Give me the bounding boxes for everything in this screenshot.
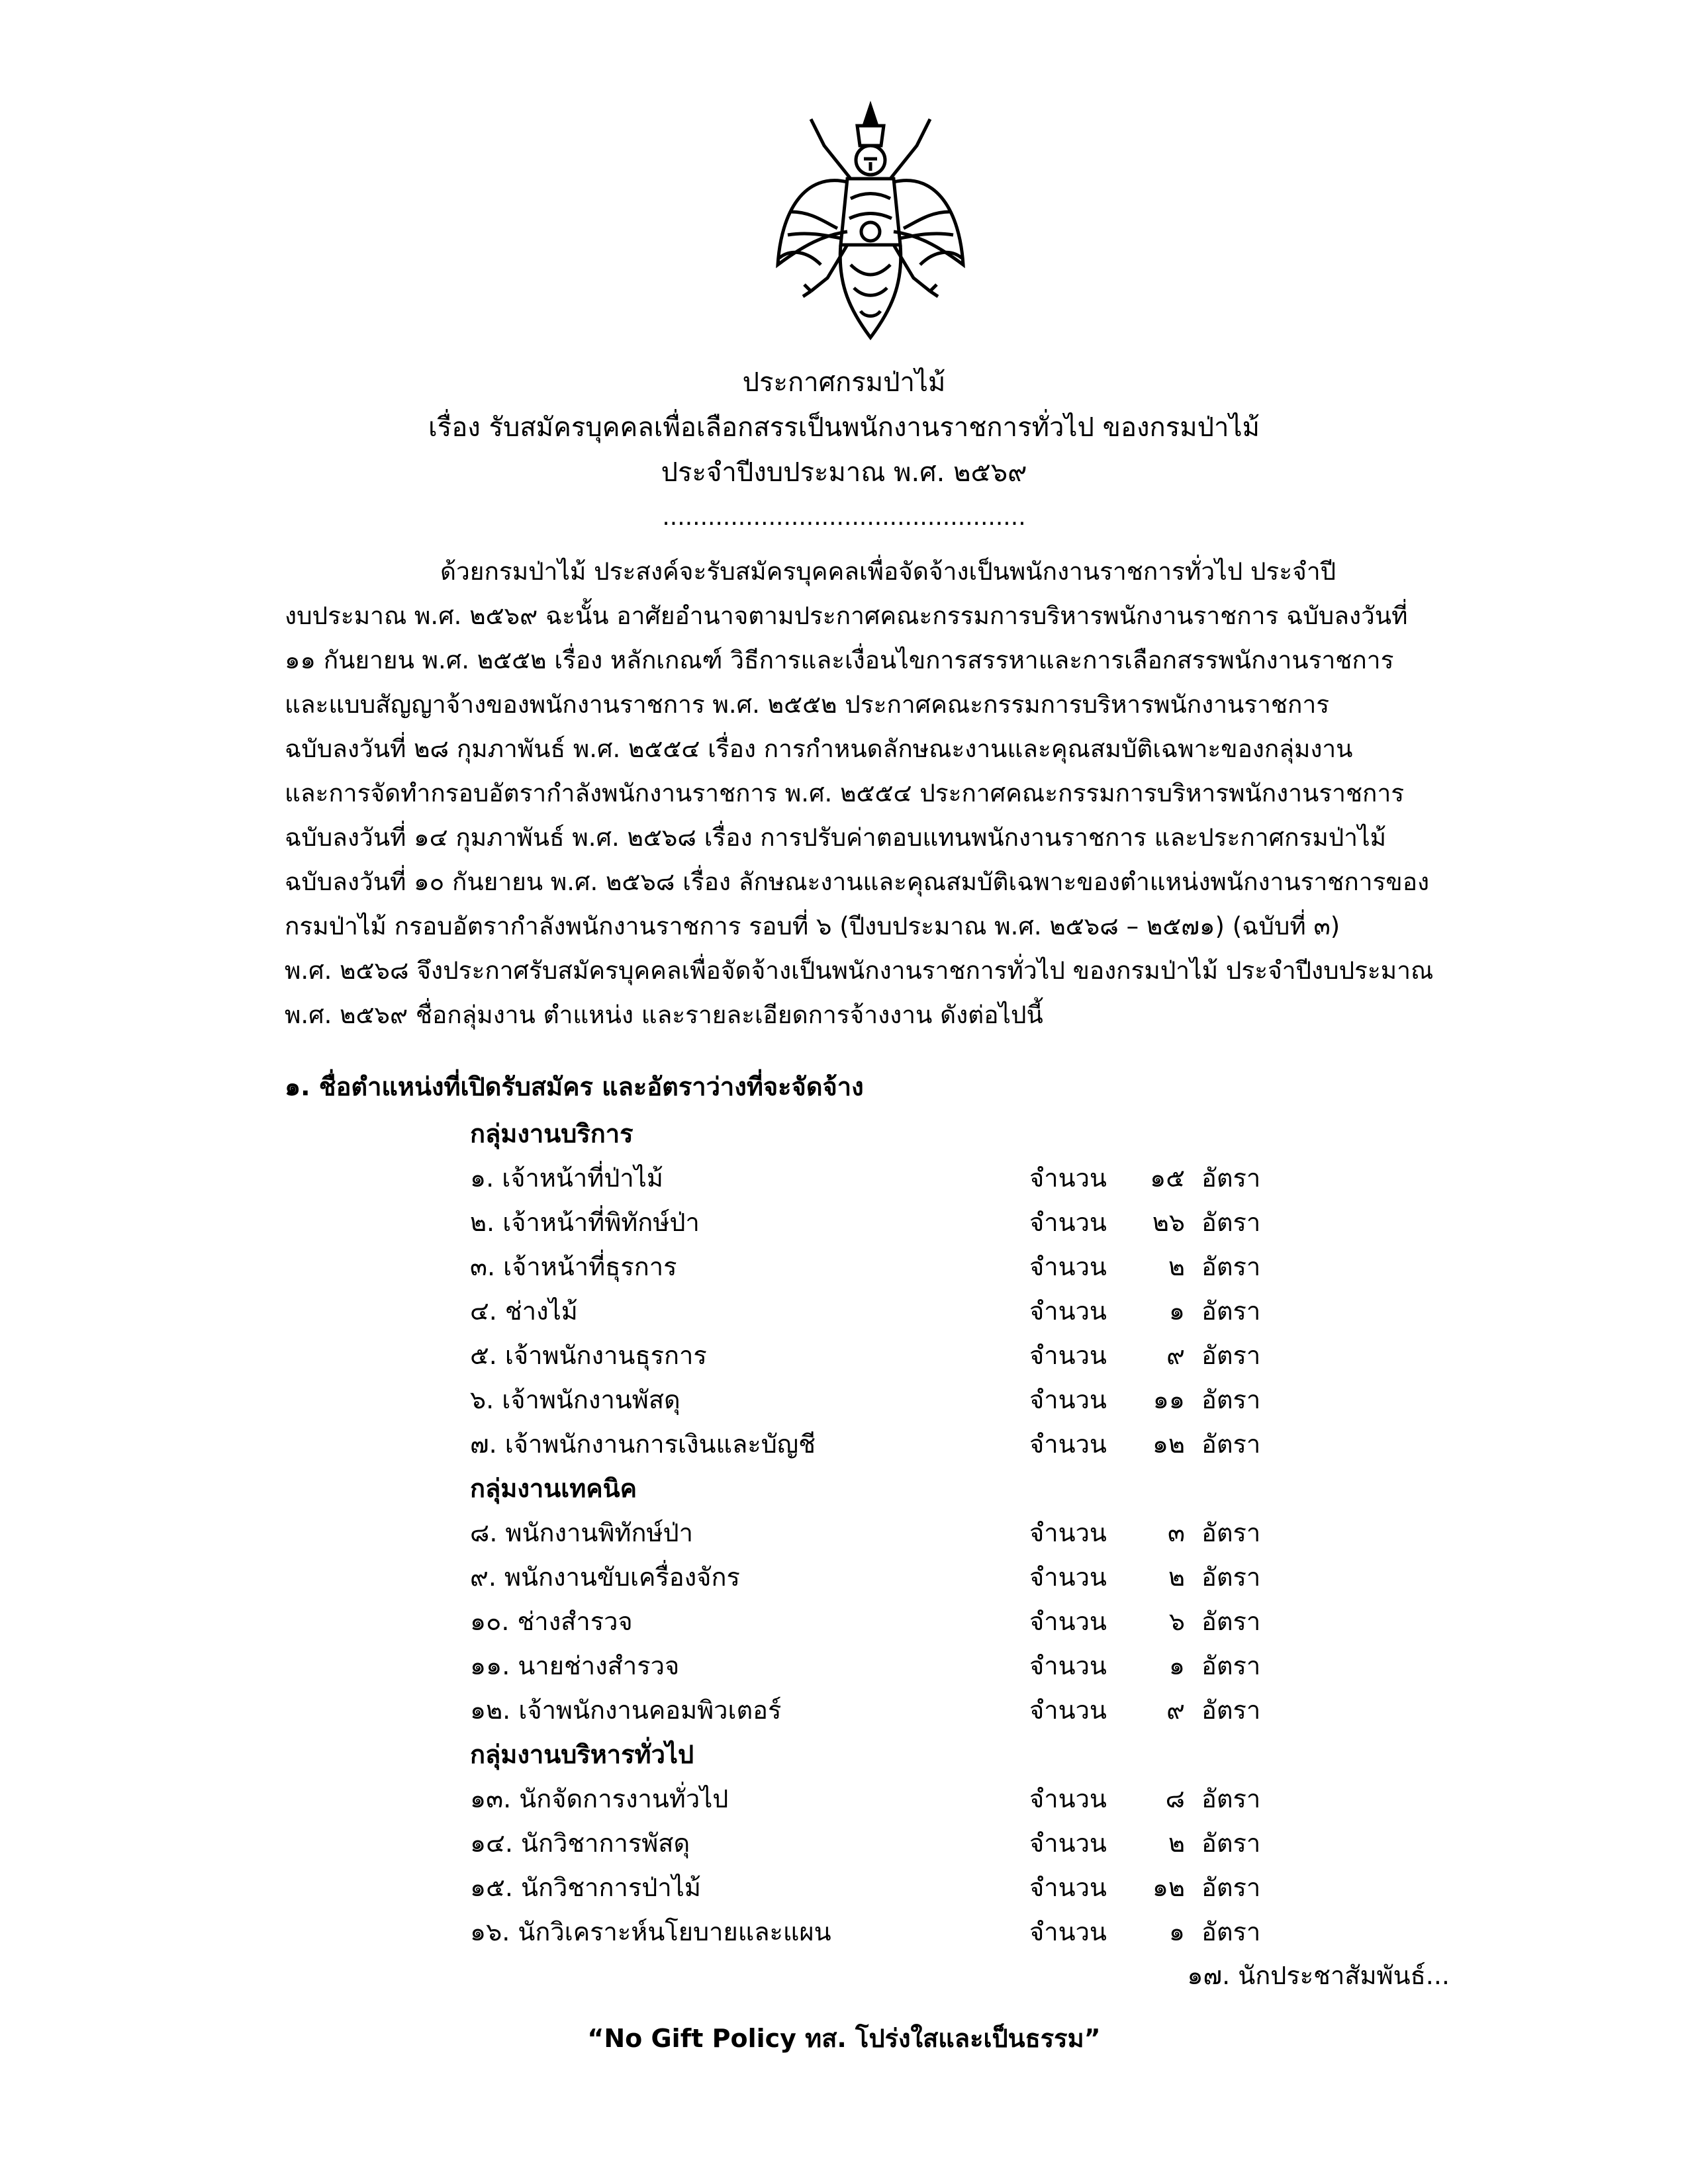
position-name: ๖. เจ้าพนักงานพัสดุ (470, 1385, 680, 1414)
position-row: ๖. เจ้าพนักงานพัสดุ จำนวน ๑๑ อัตรา (470, 1378, 1331, 1422)
position-name: ๘. พนักงานพิทักษ์ป่า (470, 1518, 693, 1547)
paragraph-line: และแบบสัญญาจ้างของพนักงานราชการ พ.ศ. ๒๕๕๒ ประกาศคณะกรรมการบริหารพนักงานราชการ (285, 690, 1330, 719)
position-name: ๓. เจ้าหน้าที่ธุรการ (470, 1252, 677, 1281)
position-count: ๑ (1168, 1651, 1185, 1680)
position-row: ๙. พนักงานขับเครื่องจักร จำนวน ๒ อัตรา (470, 1555, 1331, 1600)
position-row: ๑๖. นักวิเคราะห์นโยบายและแผน จำนวน ๑ อัตรา (470, 1910, 1331, 1954)
position-count: ๓ (1168, 1518, 1185, 1547)
position-row: ๒. เจ้าหน้าที่พิทักษ์ป่า จำนวน ๒๖ อัตรา (470, 1201, 1331, 1245)
group-heading: กลุ่มงานเทคนิค (470, 1474, 637, 1503)
position-name: ๙. พนักงานขับเครื่องจักร (470, 1563, 740, 1592)
paragraph-line: และการจัดทำกรอบอัตรากำลังพนักงานราชการ พ.ศ. ๒๕๕๔ ประกาศคณะกรรมการบริหารพนักงานราชการ (285, 779, 1405, 807)
position-name: ๑. เจ้าหน้าที่ป่าไม้ (470, 1163, 663, 1193)
announcement-fiscal-year: ประจำปีงบประมาณ พ.ศ. ๒๕๖๙ (661, 457, 1027, 488)
position-row: ๑๑. นายช่างสำรวจ จำนวน ๑ อัตรา (470, 1644, 1331, 1688)
position-count: ๑๒ (1152, 1873, 1185, 1902)
position-row: ๗. เจ้าพนักงานการเงินและบัญชี จำนวน ๑๒ อัตรา (470, 1422, 1331, 1467)
paragraph-line: ฉบับลงวันที่ ๒๘ กุมภาพันธ์ พ.ศ. ๒๕๕๔ เรื่อง การกำหนดลักษณะงานและคุณสมบัติเฉพาะของกลุ่มงาน (285, 735, 1353, 763)
position-count: ๑๕ (1150, 1163, 1185, 1193)
position-count: ๘ (1165, 1784, 1185, 1813)
position-row: ๔. ช่างไม้ จำนวน ๑ อัตรา (470, 1289, 1331, 1334)
paragraph-line: ฉบับลงวันที่ ๑๔ กุมภาพันธ์ พ.ศ. ๒๕๖๘ เรื่อง การปรับค่าตอบแทนพนักงานราชการ และประกาศกรมป่าไม้ (285, 823, 1386, 852)
position-count: ๒ (1168, 1563, 1185, 1592)
position-row: ๑๓. นักจัดการงานทั่วไป จำนวน ๘ อัตรา (470, 1777, 1331, 1821)
position-name: ๗. เจ้าพนักงานการเงินและบัญชี (470, 1430, 816, 1459)
footer-policy: “No Gift Policy ทส. โปร่งใสและเป็นธรรม” (587, 2024, 1101, 2053)
position-row: ๓. เจ้าหน้าที่ธุรการ จำนวน ๒ อัตรา (470, 1245, 1331, 1289)
position-name: ๑๒. เจ้าพนักงานคอมพิวเตอร์ (470, 1696, 782, 1725)
group-heading: กลุ่มงานบริการ (470, 1119, 633, 1148)
announcement-subject: เรื่อง รับสมัครบุคคลเพื่อเลือกสรรเป็นพนักงานราชการทั่วไป ของกรมป่าไม้ (428, 412, 1260, 443)
paragraph-line: ๑๑ กันยายน พ.ศ. ๒๕๕๒ เรื่อง หลักเกณฑ์ วิธีการและเงื่อนไขการสรรหาและการเลือกสรรพนักงานราชการ (285, 646, 1394, 674)
paragraph-line: พ.ศ. ๒๕๖๙ ชื่อกลุ่มงาน ตำแหน่ง และรายละเอียดการจ้างงาน ดังต่อไปนี้ (285, 1001, 1043, 1029)
position-count: ๙ (1166, 1696, 1185, 1725)
position-count: ๒ (1168, 1829, 1185, 1858)
paragraph-line: ฉบับลงวันที่ ๑๐ กันยายน พ.ศ. ๒๕๖๘ เรื่อง ลักษณะงานและคุณสมบัติเฉพาะของตำแหน่งพนักงานราชการของ (285, 868, 1430, 896)
position-name: ๑๓. นักจัดการงานทั่วไป (470, 1784, 729, 1813)
paragraph-line: กรมป่าไม้ กรอบอัตรากำลังพนักงานราชการ รอบที่ ๖ (ปีงบประมาณ พ.ศ. ๒๕๖๘ – ๒๕๗๑) (ฉบับที่ ๓) (285, 912, 1340, 940)
paragraph-line: พ.ศ. ๒๕๖๘ จึงประกาศรับสมัครบุคคลเพื่อจัดจ้างเป็นพนักงานราชการทั่วไป ของกรมป่าไม้ ประจำปีงบประมาณ (285, 956, 1434, 985)
position-name: ๑๕. นักวิชาการป่าไม้ (470, 1873, 701, 1902)
position-count: ๙ (1166, 1341, 1185, 1370)
intro-paragraph (285, 549, 1463, 1037)
position-row: ๑. เจ้าหน้าที่ป่าไม้ จำนวน ๑๕ อัตรา (470, 1156, 1331, 1201)
position-row: ๑๒. เจ้าพนักงานคอมพิวเตอร์ จำนวน ๙ อัตรา (470, 1688, 1331, 1733)
paragraph-line: ด้วยกรมป่าไม้ ประสงค์จะรับสมัครบุคคลเพื่อจัดจ้างเป็นพนักงานราชการทั่วไป ประจำปี (440, 557, 1336, 586)
position-name: ๑๖. นักวิเคราะห์นโยบายและแผน (470, 1917, 831, 1946)
position-name: ๑๑. นายช่างสำรวจ (470, 1651, 680, 1680)
position-count: ๒๖ (1152, 1208, 1185, 1237)
position-count: ๖ (1168, 1607, 1185, 1636)
position-count: ๒ (1168, 1252, 1185, 1281)
position-row: ๑๕. นักวิชาการป่าไม้ จำนวน ๑๒ อัตรา (470, 1866, 1331, 1910)
position-count: ๑ (1168, 1297, 1185, 1326)
position-name: ๑๔. นักวิชาการพัสดุ (470, 1829, 690, 1858)
group-heading: กลุ่มงานบริหารทั่วไป (470, 1740, 694, 1769)
paragraph-line: งบประมาณ พ.ศ. ๒๕๖๙ ฉะนั้น อาศัยอำนาจตามประกาศคณะกรรมการบริหารพนักงานราชการ ฉบับลงวันที่ (285, 602, 1408, 630)
position-count: ๑ (1168, 1917, 1185, 1946)
position-count: ๑๑ (1152, 1385, 1185, 1414)
position-row: ๕. เจ้าพนักงานธุรการ จำนวน ๙ อัตรา (470, 1334, 1331, 1378)
position-count: ๑๒ (1152, 1430, 1185, 1459)
position-name: ๑๐. ช่างสำรวจ (470, 1607, 633, 1636)
continued-next-page: ๑๗. นักประชาสัมพันธ์... (1187, 1961, 1450, 1990)
position-row: ๑๐. ช่างสำรวจ จำนวน ๖ อัตรา (470, 1600, 1331, 1644)
separator-dots: ................................................ (662, 504, 1026, 531)
garuda-emblem-icon (765, 99, 976, 344)
position-name: ๒. เจ้าหน้าที่พิทักษ์ป่า (470, 1208, 700, 1237)
position-name: ๔. ช่างไม้ (470, 1297, 578, 1326)
section-1-heading: ๑. ชื่อตำแหน่งที่เปิดรับสมัคร และอัตราว่างที่จะจัดจ้าง (285, 1072, 864, 1101)
announcement-title: ประกาศกรมป่าไม้ (742, 367, 946, 398)
position-name: ๕. เจ้าพนักงานธุรการ (470, 1341, 707, 1370)
position-row: ๑๔. นักวิชาการพัสดุ จำนวน ๒ อัตรา (470, 1821, 1331, 1866)
positions-list (470, 1112, 1331, 1954)
position-row: ๘. พนักงานพิทักษ์ป่า จำนวน ๓ อัตรา (470, 1511, 1331, 1555)
